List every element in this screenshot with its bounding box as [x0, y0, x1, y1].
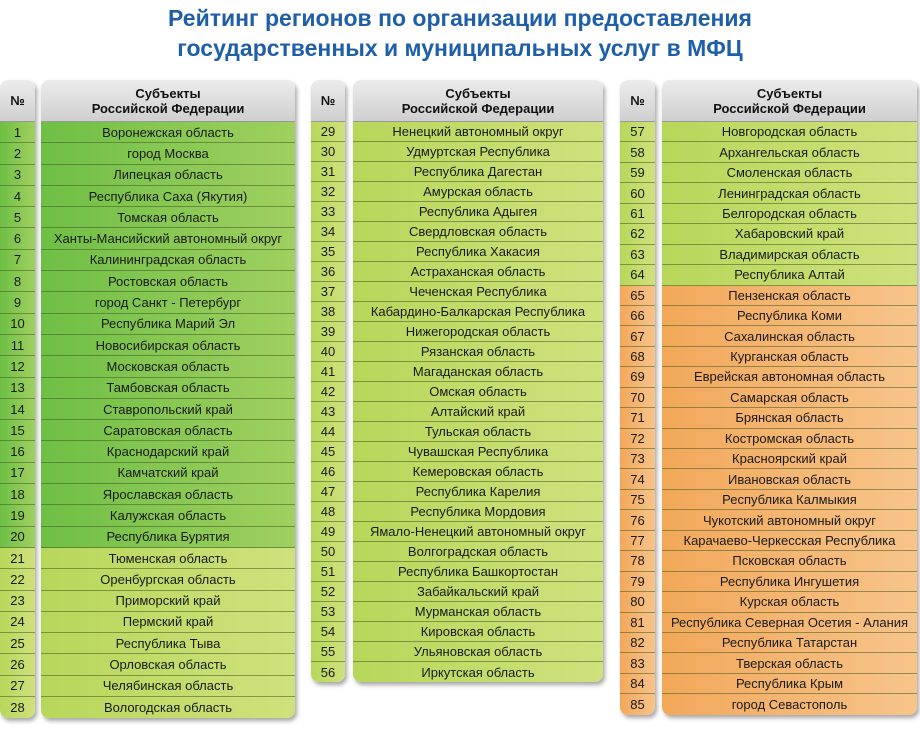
rank-number: 85	[620, 694, 655, 714]
subject-name: город Севастополь	[662, 694, 917, 714]
subject-name: город Санкт - Петербург	[41, 292, 295, 313]
rank-number: 70	[620, 388, 655, 408]
number-list	[620, 122, 655, 715]
subject-name: Республика Марий Эл	[41, 314, 295, 335]
subject-name: Республика Ингушетия	[662, 572, 917, 592]
rank-number: 49	[311, 522, 345, 542]
subject-name: Республика Карелия	[353, 482, 603, 502]
rank-number: 69	[620, 367, 655, 387]
subject-header-line-1: Субъекты	[756, 85, 823, 101]
subject-name: Псковская область	[662, 551, 917, 571]
rank-number: 54	[311, 622, 345, 642]
subject-panel	[353, 80, 603, 682]
subject-name: Костромская область	[662, 429, 917, 449]
subject-name: Оренбургская область	[41, 569, 295, 590]
rank-number: 3	[0, 165, 35, 186]
rank-number: 51	[311, 562, 345, 582]
subject-name: Ярославская область	[41, 484, 295, 505]
subject-name: Кировская область	[353, 622, 603, 642]
subject-name: Краснодарский край	[41, 441, 295, 462]
rank-number: 43	[311, 402, 345, 422]
subject-name: Белгородская область	[662, 204, 917, 224]
title-line-1: Рейтинг регионов по организации предоставления	[168, 5, 752, 31]
rank-number: 53	[311, 602, 345, 622]
rank-number: 52	[311, 582, 345, 602]
subject-name: Липецкая область	[41, 165, 295, 186]
subject-name: Кабардино-Балкарская Республика	[353, 302, 603, 322]
subject-name: Московская область	[41, 356, 295, 377]
subject-name: Вологодская область	[41, 697, 295, 718]
rank-number: 72	[620, 429, 655, 449]
rank-number: 21	[0, 548, 35, 569]
subject-name: Карачаево-Черкесская Республика	[662, 531, 917, 551]
subject-name: Волгоградская область	[353, 542, 603, 562]
subject-panel	[41, 80, 295, 718]
rank-number: 14	[0, 399, 35, 420]
rank-number: 8	[0, 271, 35, 292]
subject-name: Ленинградская область	[662, 183, 917, 203]
rank-number: 84	[620, 674, 655, 694]
subject-name: Курская область	[662, 592, 917, 612]
rank-number: 10	[0, 314, 35, 335]
rank-number: 63	[620, 245, 655, 265]
rank-number: 31	[311, 162, 345, 182]
rank-number: 1	[0, 122, 35, 143]
rank-number: 41	[311, 362, 345, 382]
number-panel	[311, 80, 345, 682]
subject-name: Тверская область	[662, 653, 917, 673]
subject-name: город Москва	[41, 143, 295, 164]
number-header: №	[311, 80, 345, 122]
subject-name: Чукотский автономный округ	[662, 510, 917, 530]
subject-name: Сахалинская область	[662, 326, 917, 346]
rank-number: 38	[311, 302, 345, 322]
rank-number: 36	[311, 262, 345, 282]
rank-number: 25	[0, 633, 35, 654]
title-line-2: государственных и муниципальных услуг в МФЦ	[177, 35, 743, 61]
subject-name: Калужская область	[41, 505, 295, 526]
rank-number: 68	[620, 347, 655, 367]
subject-list	[662, 122, 917, 715]
rank-number: 75	[620, 490, 655, 510]
rank-number: 57	[620, 122, 655, 142]
rank-number: 39	[311, 322, 345, 342]
rank-number: 47	[311, 482, 345, 502]
subject-name: Мурманская область	[353, 602, 603, 622]
rank-number: 76	[620, 510, 655, 530]
subject-header-line-1: Субъекты	[135, 85, 201, 101]
rank-number: 29	[311, 122, 345, 142]
subject-name: Воронежская область	[41, 122, 295, 143]
rank-number: 55	[311, 642, 345, 662]
rank-number: 44	[311, 422, 345, 442]
rank-number: 64	[620, 265, 655, 285]
page-title	[0, 3, 920, 63]
rank-number: 60	[620, 183, 655, 203]
rank-number: 82	[620, 633, 655, 653]
rank-number: 37	[311, 282, 345, 302]
subject-name: Республика Коми	[662, 306, 917, 326]
subject-name: Брянская область	[662, 408, 917, 428]
subject-name: Кемеровская область	[353, 462, 603, 482]
subject-header	[662, 80, 917, 122]
subject-name: Новгородская область	[662, 122, 917, 142]
rank-number: 50	[311, 542, 345, 562]
rank-number: 45	[311, 442, 345, 462]
number-list	[311, 122, 345, 682]
subject-header	[41, 80, 295, 122]
subject-header	[353, 80, 603, 122]
subject-name: Астраханская область	[353, 262, 603, 282]
subject-name: Томская область	[41, 207, 295, 228]
subject-name: Республика Адыгея	[353, 202, 603, 222]
rank-number: 74	[620, 469, 655, 489]
rank-number: 19	[0, 505, 35, 526]
rank-number: 23	[0, 591, 35, 612]
rank-number: 73	[620, 449, 655, 469]
subject-header-line-2: Российской Федерации	[713, 100, 866, 116]
rank-number: 83	[620, 653, 655, 673]
number-list	[0, 122, 35, 718]
subject-name: Челябинская область	[41, 676, 295, 697]
number-panel	[0, 80, 35, 718]
rank-number: 17	[0, 463, 35, 484]
subject-name: Свердловская область	[353, 222, 603, 242]
subject-name: Республика Тыва	[41, 633, 295, 654]
subject-name: Ставропольский край	[41, 399, 295, 420]
subject-name: Курганская область	[662, 347, 917, 367]
rank-number: 46	[311, 462, 345, 482]
number-header: №	[620, 80, 655, 122]
subject-name: Ненецкий автономный округ	[353, 122, 603, 142]
rank-number: 81	[620, 613, 655, 633]
rank-number: 62	[620, 224, 655, 244]
subject-name: Приморский край	[41, 591, 295, 612]
rank-number: 30	[311, 142, 345, 162]
subject-name: Калининградская область	[41, 250, 295, 271]
rank-number: 33	[311, 202, 345, 222]
subject-name: Республика Калмыкия	[662, 490, 917, 510]
subject-name: Республика Бурятия	[41, 527, 295, 548]
rank-number: 58	[620, 142, 655, 162]
rank-number: 79	[620, 572, 655, 592]
subject-name: Самарская область	[662, 388, 917, 408]
subject-name: Пермский край	[41, 612, 295, 633]
subject-header-line-2: Российской Федерации	[91, 100, 245, 116]
subject-name: Ханты-Мансийский автономный округ	[41, 228, 295, 249]
rank-number: 27	[0, 676, 35, 697]
subject-name: Республика Саха (Якутия)	[41, 186, 295, 207]
subject-list	[41, 122, 295, 718]
subject-name: Магаданская область	[353, 362, 603, 382]
subject-name: Смоленская область	[662, 163, 917, 183]
subject-name: Республика Крым	[662, 674, 917, 694]
subject-name: Республика Хакасия	[353, 242, 603, 262]
number-panel	[620, 80, 655, 715]
rank-number: 5	[0, 207, 35, 228]
rank-number: 12	[0, 356, 35, 377]
subject-name: Владимирская область	[662, 245, 917, 265]
rank-number: 78	[620, 551, 655, 571]
rank-number: 26	[0, 654, 35, 675]
subject-name: Тамбовская область	[41, 378, 295, 399]
subject-name: Тульская область	[353, 422, 603, 442]
rank-number: 20	[0, 527, 35, 548]
subject-name: Пензенская область	[662, 286, 917, 306]
rank-number: 59	[620, 163, 655, 183]
rank-number: 80	[620, 592, 655, 612]
rank-number: 9	[0, 292, 35, 313]
rank-number: 24	[0, 612, 35, 633]
rank-number: 16	[0, 441, 35, 462]
rank-number: 2	[0, 143, 35, 164]
rank-number: 22	[0, 569, 35, 590]
rank-number: 77	[620, 531, 655, 551]
subject-name: Республика Башкортостан	[353, 562, 603, 582]
subject-name: Алтайский край	[353, 402, 603, 422]
rank-number: 7	[0, 250, 35, 271]
subject-name: Саратовская область	[41, 420, 295, 441]
number-header: №	[0, 80, 35, 122]
subject-name: Республика Алтай	[662, 265, 917, 285]
subject-name: Новосибирская область	[41, 335, 295, 356]
subject-name: Орловская область	[41, 654, 295, 675]
subject-name: Камчатский край	[41, 463, 295, 484]
rank-number: 11	[0, 335, 35, 356]
subject-name: Омская область	[353, 382, 603, 402]
subject-panel	[662, 80, 917, 715]
rank-number: 13	[0, 378, 35, 399]
subject-header-line-2: Российской Федерации	[401, 100, 555, 116]
subject-name: Республика Мордовия	[353, 502, 603, 522]
rank-number: 71	[620, 408, 655, 428]
subject-name: Иркутская область	[353, 662, 603, 682]
subject-name: Ивановская область	[662, 469, 917, 489]
subject-name: Еврейская автономная область	[662, 367, 917, 387]
rank-number: 15	[0, 420, 35, 441]
subject-name: Республика Северная Осетия - Алания	[662, 613, 917, 633]
subject-name: Удмуртская Республика	[353, 142, 603, 162]
rank-number: 56	[311, 662, 345, 682]
subject-name: Архангельская область	[662, 142, 917, 162]
rank-number: 48	[311, 502, 345, 522]
subject-name: Нижегородская область	[353, 322, 603, 342]
subject-name: Хабаровский край	[662, 224, 917, 244]
subject-name: Тюменская область	[41, 548, 295, 569]
subject-name: Республика Дагестан	[353, 162, 603, 182]
rank-number: 65	[620, 286, 655, 306]
subject-name: Ростовская область	[41, 271, 295, 292]
rank-number: 35	[311, 242, 345, 262]
subject-name: Красноярский край	[662, 449, 917, 469]
rank-number: 66	[620, 306, 655, 326]
subject-header-line-1: Субъекты	[445, 85, 511, 101]
subject-name: Ямало-Ненецкий автономный округ	[353, 522, 603, 542]
subject-list	[353, 122, 603, 682]
rank-number: 67	[620, 326, 655, 346]
rank-number: 18	[0, 484, 35, 505]
subject-name: Ульяновская область	[353, 642, 603, 662]
rank-number: 6	[0, 228, 35, 249]
rank-number: 32	[311, 182, 345, 202]
rank-number: 40	[311, 342, 345, 362]
rank-number: 28	[0, 697, 35, 718]
rank-number: 34	[311, 222, 345, 242]
rank-number: 42	[311, 382, 345, 402]
subject-name: Чувашская Республика	[353, 442, 603, 462]
rank-number: 4	[0, 186, 35, 207]
subject-name: Рязанская область	[353, 342, 603, 362]
subject-name: Чеченская Республика	[353, 282, 603, 302]
subject-name: Забайкальский край	[353, 582, 603, 602]
subject-name: Республика Татарстан	[662, 633, 917, 653]
rank-number: 61	[620, 204, 655, 224]
subject-name: Амурская область	[353, 182, 603, 202]
